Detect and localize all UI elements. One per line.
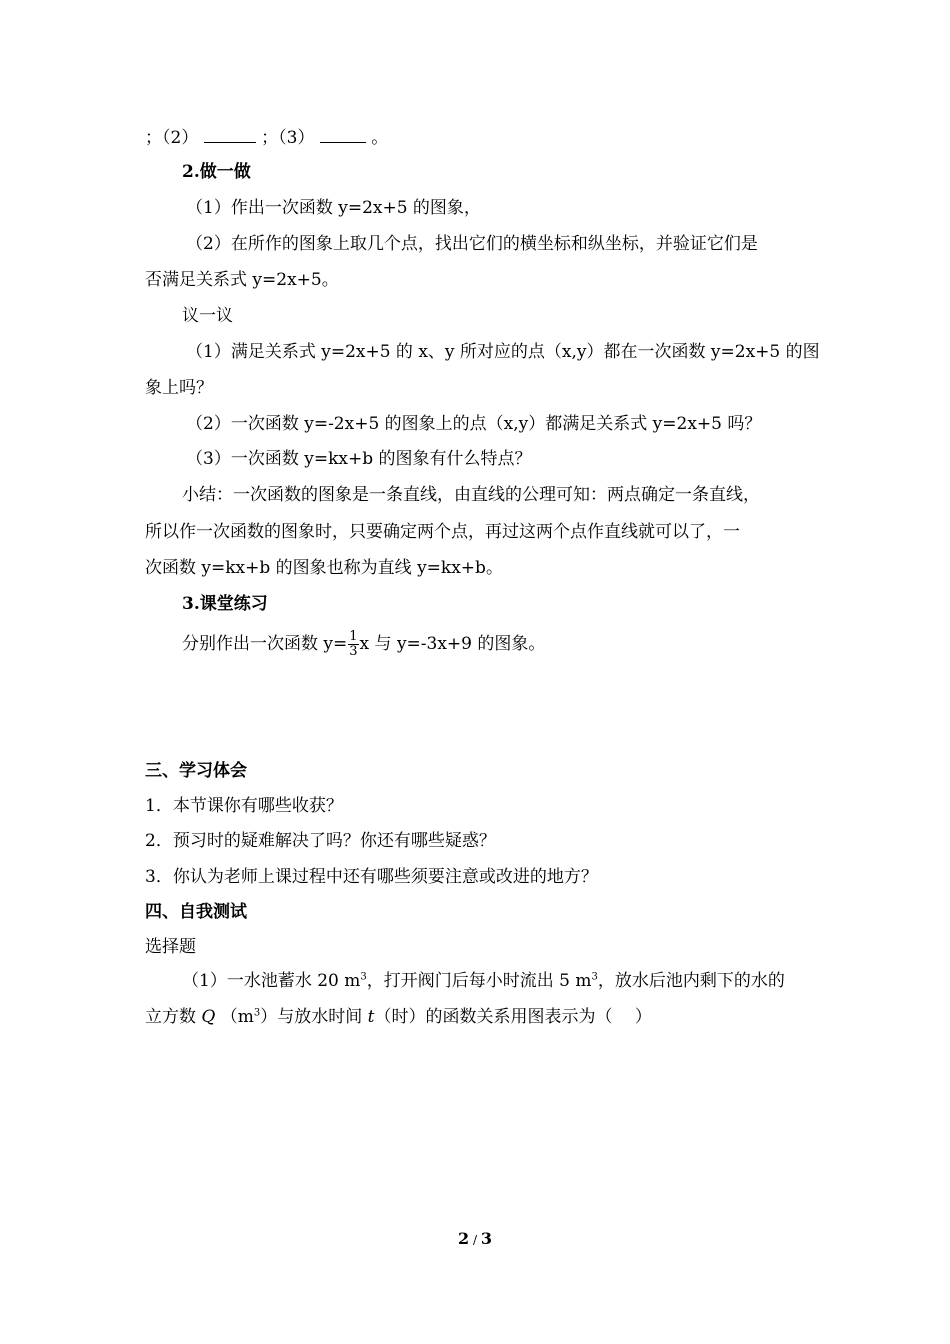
blank-label-3: ；（3） — [261, 128, 315, 148]
heading-do: 2.做一做 — [182, 162, 251, 182]
heading-reflect: 三、学习体会 — [145, 761, 247, 781]
heading-practice: 3.课堂练习 — [182, 594, 268, 614]
fraction-one-third: $\frac{1}{3}$ — [349, 629, 358, 659]
do-item-2: （2）在所作的图象上取几个点，找出它们的横坐标和纵坐标，并验证它们是 — [186, 234, 758, 254]
practice-text: 分别作出一次函数 y= $\frac{1}{3}$ x 与 y=-3x+9 的图象。 — [182, 629, 546, 659]
reflect-item-3: 3．你认为老师上课过程中还有哪些须要注意或改进的地方？ — [145, 867, 598, 887]
discuss-q2: （2）一次函数 y=-2x+5 的图象上的点（x,y）都满足关系式 y=2x+5 吗？ — [186, 414, 762, 434]
reflect-item-1: 1．本节课你有哪些收获？ — [145, 796, 343, 816]
do-item-2-cont: 否满足关系式 y=2x+5。 — [145, 270, 339, 290]
answer-blank-2[interactable] — [204, 126, 256, 143]
test-q1-line2: 立方数 Q $(m^3)$与放水时间 t（时）的函数关系用图表示为（ ） — [145, 1007, 652, 1027]
answer-blank-3[interactable] — [320, 126, 366, 143]
do-item-1: （1）作出一次函数 y=2x+5 的图象， — [186, 198, 481, 218]
summary-line-3: 次函数 y=kx+b 的图象也称为直线 y=kx+b。 — [145, 558, 503, 578]
heading-discuss: 议一议 — [182, 306, 233, 326]
page-number: 2 / 3 — [458, 1229, 492, 1248]
summary-line-1: 小结：一次函数的图象是一条直线，由直线的公理可知：两点确定一条直线， — [182, 485, 760, 505]
test-subheading: 选择题 — [145, 937, 196, 957]
summary-line-2: 所以作一次函数的图象时，只要确定两个点，再过这两个点作直线就可以了，一 — [145, 522, 740, 542]
heading-test: 四、自我测试 — [145, 902, 247, 922]
reflect-item-2: 2．预习时的疑难解决了吗？你还有哪些疑惑？ — [145, 831, 496, 851]
discuss-q1: （1）满足关系式 y=2x+5 的 x、y 所对应的点（x,y）都在一次函数 y=2x+5 的图 — [186, 342, 820, 362]
discuss-q1-cont: 象上吗？ — [145, 378, 213, 398]
discuss-q3: （3）一次函数 y=kx+b 的图象有什么特点？ — [186, 449, 532, 469]
blank-label-2: ；（2） — [145, 128, 199, 148]
answer-blanks-line: ；（2） ；（3） 。 — [145, 128, 389, 148]
test-q1-line1: （1）一水池蓄水 20 $m^3$，打开阀门后每小时流出 5 $m^3$，放水后池内剩下的水的 — [182, 971, 785, 991]
